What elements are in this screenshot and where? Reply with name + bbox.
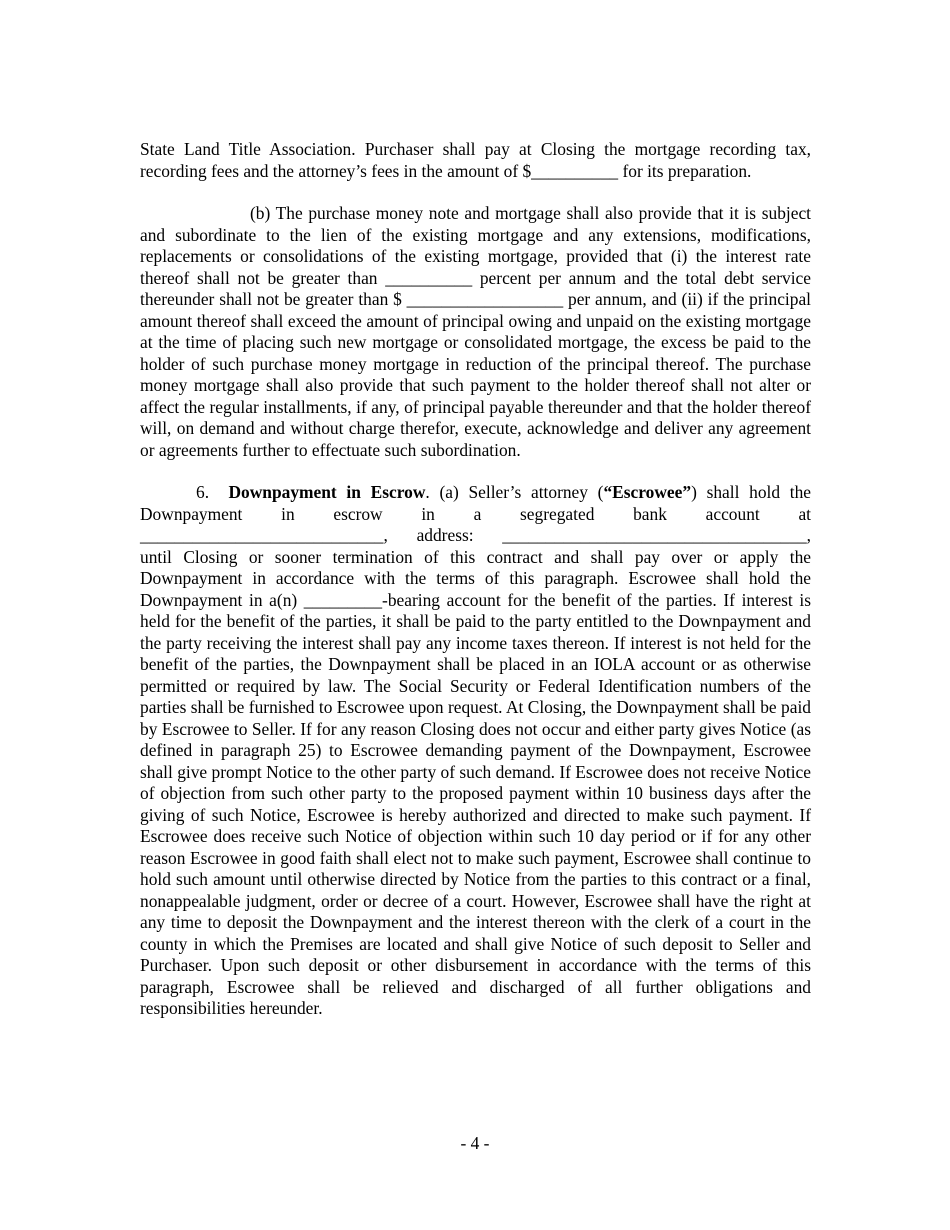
defined-term-escrowee: “Escrowee”	[603, 482, 692, 502]
paragraph-subordination	[140, 203, 811, 461]
document-page	[140, 139, 811, 1020]
section-heading: Downpayment in Escrow	[228, 482, 426, 502]
section-6-address-line: ____________________________, address: ___________________________________,	[140, 525, 811, 545]
page-number: - 4 -	[460, 1133, 490, 1153]
paragraph-subordination-text: (b) The purchase money note and mortgage shall also provide that it is subject and subordinate to the lien of the existing mortgage and any extensions, modifications, replacements or consolidations of the existing mortgage, provided that (i) the interest rate thereof shall not be greater than __________ percent per annum and the total debt service thereunder shall not be greater than $ __________________ per annum, and (ii) if the principal amount thereof shall exceed the amount of principal owing and unpaid on the existing mortgage at the time of placing such new mortgage or consolidated mortgage, the excess be paid to the holder of such purchase money mortgage in reduction of the principal thereof. The purchase money mortgage shall also provide that such payment to the holder thereof shall not alter or affect the regular installments, if any, of principal payable thereunder and that the holder thereof will, on demand and without charge therefor, execute, acknowledge and deliver any agreement or agreements further to effectuate such subordination.	[140, 203, 811, 460]
section-6-body: until Closing or sooner termination of this contract and shall pay over or apply the Downpayment in accordance with the terms of this paragraph. Escrowee shall hold the Downpayment in a(n) _________-bearing account for the benefit of the parties. If interest is held for the benefit of the parties, it shall be paid to the party entitled to the Downpayment and the party receiving the interest shall pay any income taxes thereon. If interest is not held for the benefit of the parties, the Downpayment shall be placed in an IOLA account or as otherwise permitted or required by law. The Social Security or Federal Identification numbers of the parties shall be furnished to Escrowee upon request. At Closing, the Downpayment shall be paid by Escrowee to Seller. If for any reason Closing does not occur and either party gives Notice (as defined in paragraph 25) to Escrowee demanding payment of the Downpayment, Escrowee shall give prompt Notice to the other party of such demand. If Escrowee does not receive Notice of objection from such other party to the proposed payment within 10 business days after the giving of such Notice, Escrowee is hereby authorized and directed to make such payment. If Escrowee does receive such Notice of objection within such 10 day period or if for any other reason Escrowee in good faith shall elect not to make such payment, Escrowee shall continue to hold such amount until otherwise directed by Notice from the parties to this contract or a final, nonappealable judgment, order or decree of a court. However, Escrowee shall have the right at any time to deposit the Downpayment and the interest thereon with the clerk of a court in the county in which the Premises are located and shall give Notice of such deposit to Seller and Purchaser. Upon such deposit or other disbursement in accordance with the terms of this paragraph, Escrowee shall be relieved and discharged of all further obligations and responsibilities hereunder.	[140, 546, 811, 1018]
section-number: 6.	[196, 482, 210, 502]
section-6-lead	[140, 482, 811, 525]
paragraph-title-association: State Land Title Association. Purchaser shall pay at Closing the mortgage recording tax, recording fees and the attorney’s fees in the amount of $__________ for its preparation.	[140, 139, 811, 181]
section-lead-text-1: . (a) Seller’s attorney (	[425, 482, 604, 502]
section-lead-text-2: ) shall hold the Downpayment in escrow in a segregated bank account at	[140, 482, 812, 524]
